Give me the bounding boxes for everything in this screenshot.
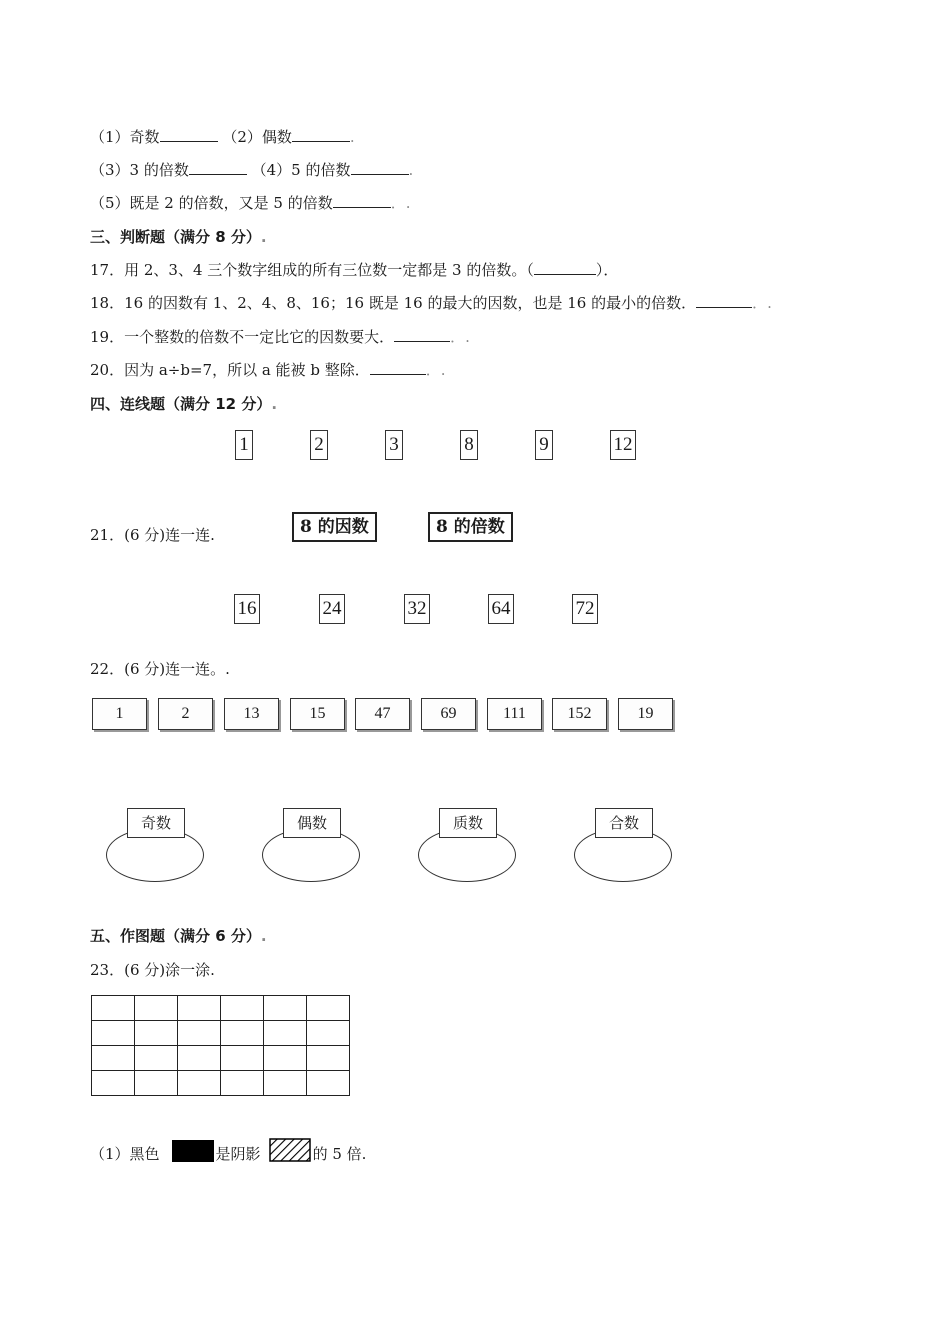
grid-cell[interactable] <box>264 1021 307 1046</box>
q21-bottom-number[interactable]: 72 <box>572 594 598 624</box>
category-composite[interactable] <box>574 808 674 888</box>
q22-number-box[interactable]: 111 <box>487 698 542 730</box>
q22-number-box[interactable]: 13 <box>224 698 279 730</box>
grid-cell[interactable] <box>135 1046 178 1071</box>
q16-item-3: （3）3 的倍数 <box>90 161 189 179</box>
grid-cell[interactable] <box>221 1021 264 1046</box>
grid-cell[interactable] <box>221 1046 264 1071</box>
coloring-grid[interactable] <box>91 995 350 1096</box>
q21-bottom-number[interactable]: 32 <box>404 594 430 624</box>
q16-item-1: （1）奇数 <box>90 128 160 146</box>
grid-cell[interactable] <box>264 996 307 1021</box>
q16-item-5: （5）既是 2 的倍数，又是 5 的倍数 <box>90 194 333 212</box>
q21-top-number[interactable]: 1 <box>235 430 253 460</box>
grid-cell[interactable] <box>307 996 350 1021</box>
category-label: 偶数 <box>283 808 341 838</box>
question-21-label: 21．(6 分)连一连. <box>90 526 215 544</box>
grid-cell[interactable] <box>92 1046 135 1071</box>
q21-bottom-number[interactable]: 24 <box>319 594 345 624</box>
q22-number-box[interactable]: 47 <box>355 698 410 730</box>
q16-line-3: （5）既是 2 的倍数，又是 5 的倍数 ．. <box>90 194 411 212</box>
section-4-heading: 四、连线题（满分 12 分）. <box>90 395 278 413</box>
grid-cell[interactable] <box>307 1021 350 1046</box>
question-17: 17．用 2、3、4 三个数字组成的所有三位数一定都是 3 的倍数。（ ）． <box>90 261 619 279</box>
category-label: 合数 <box>595 808 653 838</box>
section-5-heading: 五、作图题（满分 6 分）. <box>90 927 267 945</box>
factors-of-8-box[interactable]: 8 的因数 <box>292 512 377 542</box>
question-20: 20．因为 a÷b=7，所以 a 能被 b 整除． ．. <box>90 361 446 379</box>
q21-top-number[interactable]: 9 <box>535 430 553 460</box>
category-odd[interactable] <box>106 808 206 888</box>
grid-cell[interactable] <box>264 1046 307 1071</box>
q21-top-number[interactable]: 8 <box>460 430 478 460</box>
hatched-swatch <box>269 1138 311 1162</box>
q21-bottom-number[interactable]: 64 <box>488 594 514 624</box>
answer-blank[interactable] <box>292 127 350 142</box>
answer-blank[interactable] <box>189 160 247 175</box>
q16-item-2: （2）偶数 <box>222 128 292 146</box>
category-label: 奇数 <box>127 808 185 838</box>
grid-cell[interactable] <box>307 1046 350 1071</box>
grid-cell[interactable] <box>178 1021 221 1046</box>
grid-cell[interactable] <box>307 1071 350 1096</box>
question-19: 19．一个整数的倍数不一定比它的因数要大． ．. <box>90 328 470 346</box>
q22-number-box[interactable]: 152 <box>552 698 607 730</box>
answer-blank[interactable] <box>333 193 391 208</box>
answer-blank[interactable] <box>351 160 409 175</box>
category-even[interactable] <box>262 808 362 888</box>
grid-cell[interactable] <box>221 996 264 1021</box>
q21-top-number[interactable]: 12 <box>610 430 636 460</box>
grid-cell[interactable] <box>135 1071 178 1096</box>
answer-blank[interactable] <box>534 260 596 275</box>
q16-line-2: （3）3 的倍数 （4）5 的倍数 . <box>90 161 414 179</box>
grid-cell[interactable] <box>264 1071 307 1096</box>
q22-number-box[interactable]: 2 <box>158 698 213 730</box>
q16-item-4: （4）5 的倍数 <box>251 161 351 179</box>
grid-cell[interactable] <box>135 996 178 1021</box>
q21-top-number[interactable]: 2 <box>310 430 328 460</box>
q21-bottom-number[interactable]: 16 <box>234 594 260 624</box>
q16-line-1: （1）奇数 （2）偶数 . <box>90 128 355 146</box>
answer-blank[interactable] <box>370 360 426 375</box>
grid-cell[interactable] <box>178 996 221 1021</box>
answer-blank[interactable] <box>394 327 450 342</box>
q22-number-box[interactable]: 15 <box>290 698 345 730</box>
grid-cell[interactable] <box>135 1021 178 1046</box>
question-22-label: 22．(6 分)连一连。. <box>90 660 230 678</box>
q23-part-1: （1）黑色 是阴影 的 5 倍. <box>90 1138 366 1164</box>
q22-number-box[interactable]: 1 <box>92 698 147 730</box>
section-3-heading: 三、判断题（满分 8 分）. <box>90 228 267 246</box>
grid-cell[interactable] <box>178 1071 221 1096</box>
q22-number-box[interactable]: 69 <box>421 698 476 730</box>
black-swatch <box>172 1140 214 1162</box>
question-23-label: 23．(6 分)涂一涂. <box>90 961 215 979</box>
multiples-of-8-box[interactable]: 8 的倍数 <box>428 512 513 542</box>
grid-cell[interactable] <box>92 1021 135 1046</box>
q22-number-box[interactable]: 19 <box>618 698 673 730</box>
answer-blank[interactable] <box>160 127 218 142</box>
grid-cell[interactable] <box>92 996 135 1021</box>
category-label: 质数 <box>439 808 497 838</box>
grid-cell[interactable] <box>178 1046 221 1071</box>
q21-top-number[interactable]: 3 <box>385 430 403 460</box>
grid-cell[interactable] <box>92 1071 135 1096</box>
question-18: 18．16 的因数有 1、2、4、8、16；16 既是 16 的最大的因数，也是 16 的最小的倍数． ．. <box>90 294 772 312</box>
grid-cell[interactable] <box>221 1071 264 1096</box>
category-prime[interactable] <box>418 808 518 888</box>
answer-blank[interactable] <box>696 293 752 308</box>
